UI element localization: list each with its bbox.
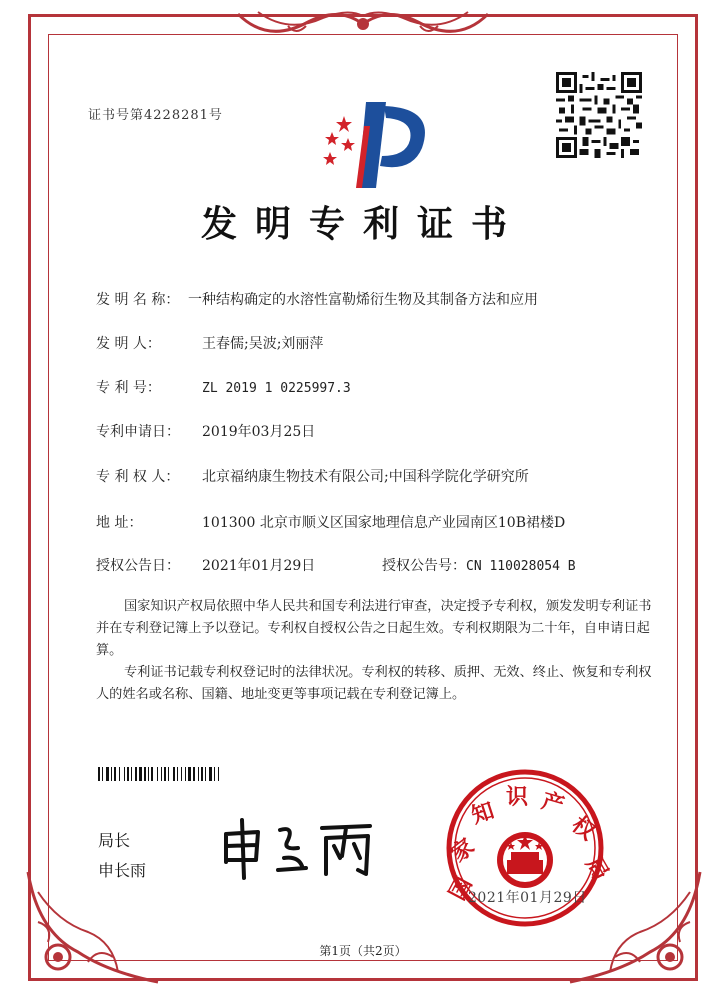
- field-label: 授权公告日：: [96, 558, 180, 574]
- field-label: 专 利 号：: [96, 380, 161, 396]
- field-label: 专利申请日：: [96, 424, 180, 440]
- field-label: 发 明 名 称：: [96, 292, 180, 308]
- field-grant-number: [382, 555, 576, 575]
- svg-text:权: 权: [566, 811, 600, 846]
- svg-text:局: 局: [580, 852, 614, 885]
- field-value: ZL 2019 1 0225997.3: [202, 381, 351, 396]
- body-paragraph-2: 专利证书记载专利权登记时的法律状况。专利权的转移、质押、无效、终止、恢复和专利权人的姓名或名称、国籍、地址变更等事项记载在专利登记簿上。: [96, 665, 652, 702]
- field-value: 王春儒;吴波;刘丽萍: [202, 336, 324, 352]
- certificate-title: 发明专利证书: [200, 203, 525, 245]
- field-label: 授权公告号：: [382, 558, 466, 574]
- field-label: 地 址：: [96, 515, 143, 531]
- svg-text:识: 识: [505, 784, 529, 810]
- field-patentee: [96, 466, 529, 486]
- field-value: CN 110028054 B: [466, 559, 576, 574]
- barcode-icon: [98, 766, 290, 780]
- qr-code-icon: [556, 72, 642, 158]
- cnipa-logo-icon: [318, 96, 438, 192]
- signatory-title: 局长: [98, 831, 131, 850]
- field-inventors: [96, 333, 323, 353]
- field-label: 专 利 权 人：: [96, 469, 180, 485]
- field-value: 101300 北京市顺义区国家地理信息产业园南区10B裙楼D: [202, 515, 566, 531]
- handwritten-signature: [218, 812, 388, 882]
- field-invention-name: [96, 289, 538, 309]
- field-value: 北京福纳康生物技术有限公司;中国科学院化学研究所: [202, 469, 529, 485]
- certificate-number: 证书号第4228281号: [88, 108, 223, 123]
- field-value: 2021年01月29日: [202, 558, 316, 574]
- top-ornament: [228, 4, 498, 50]
- body-paragraph-1: 国家知识产权局依照中华人民共和国专利法进行审查，决定授予专利权，颁发发明专利证书并在专利登记簿上予以登记。专利权自授权公告之日起生效。专利权期限为二十年，自申请日起算。: [96, 599, 652, 658]
- svg-text:知: 知: [468, 797, 498, 830]
- svg-text:国: 国: [444, 872, 478, 905]
- svg-text:家: 家: [446, 833, 480, 868]
- field-label: 发 明 人：: [96, 336, 161, 352]
- seal-date: 2021年01月29日: [468, 890, 587, 906]
- field-value: 一种结构确定的水溶性富勒烯衍生物及其制备方法和应用: [188, 292, 538, 308]
- field-patent-number: [96, 377, 351, 397]
- field-value: 2019年03月25日: [202, 424, 316, 440]
- svg-text:产: 产: [538, 787, 568, 819]
- field-grant-date: [96, 555, 315, 575]
- field-application-date: [96, 421, 315, 441]
- field-address: [96, 512, 565, 532]
- signatory-name: 申长雨: [98, 861, 147, 880]
- page-number: 第1页（共2页）: [319, 944, 407, 958]
- bottom-left-ornament: [18, 862, 168, 992]
